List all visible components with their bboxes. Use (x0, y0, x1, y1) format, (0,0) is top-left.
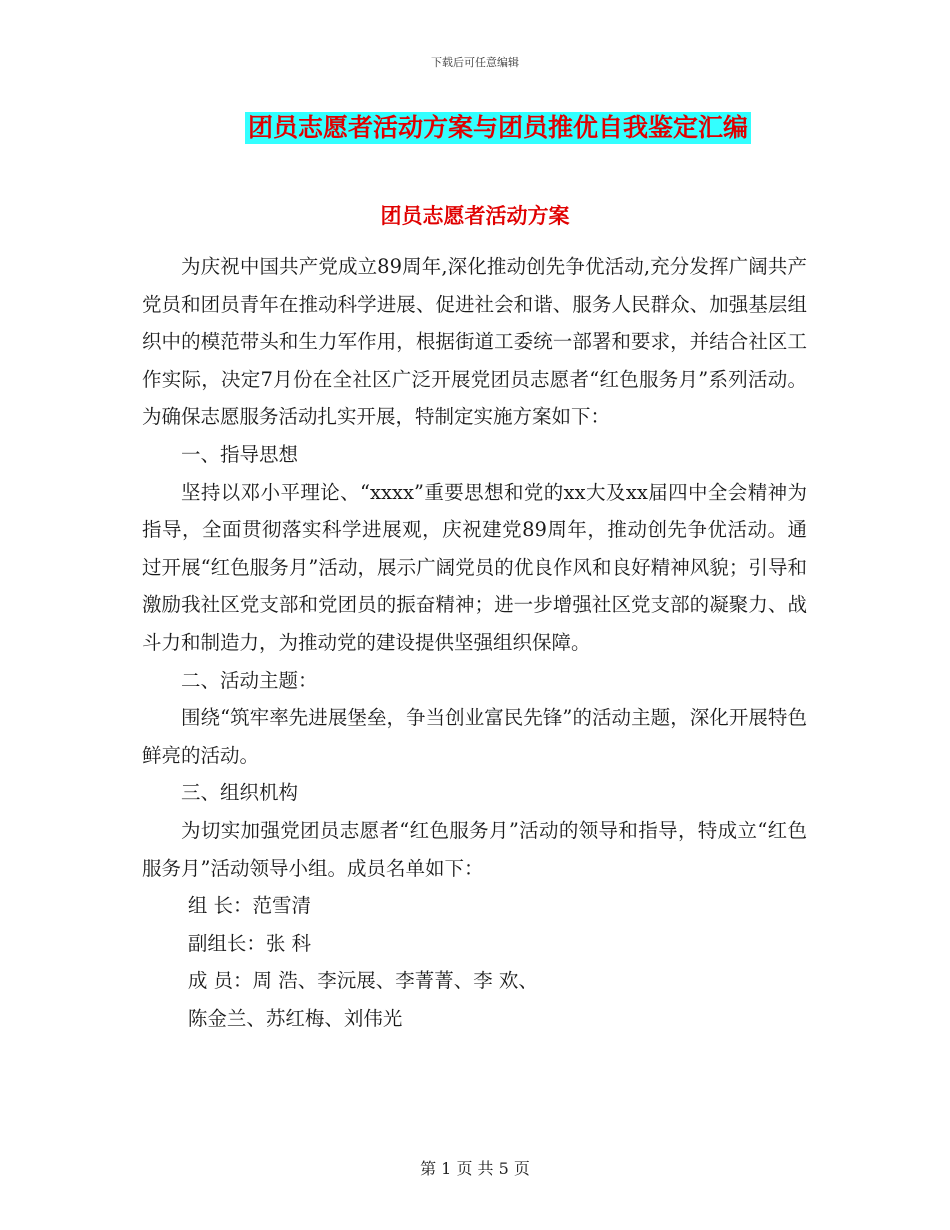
page-footer: 第 1 页 共 5 页 (420, 1159, 530, 1178)
main-title: 团员志愿者活动方案与团员推优自我鉴定汇编 (245, 112, 751, 144)
member-line-deputy: 副组长：张 科 (187, 931, 312, 955)
section-title: 团员志愿者活动方案 (380, 204, 570, 228)
activity-theme-paragraph: 围绕“筑牢率先进展堡垒，争当创业富民先锋”的活动主题，深化开展特色鲜亮的活动。 (142, 706, 807, 767)
member-line-members: 成 员：周 浩、李沅展、李菁菁、李 欢、 (187, 969, 538, 993)
header-note: 下载后可任意编辑 (431, 56, 519, 69)
intro-paragraph: 为庆祝中国共产党成立89周年,深化推动创先争优活动,充分发挥广阔共产党员和团员青年在推动科学进展、促进社会和谐、服务人民群众、加强基层组织中的模范带头和生力军作用，根据街道工委统一部署和要求，并结合社区工作实际，决定7月份在全社区广泛开展党团员志愿者“红色服务月”系列活动。为确保志愿服务活动扎实开展，特制定实施方案如下： (142, 255, 807, 429)
main-title-container (0, 112, 950, 144)
guiding-ideology-paragraph: 坚持以邓小平理论、“xxxx”重要思想和党的xx大及xx届四中全会精神为指导，全面贯彻落实科学进展观，庆祝建党89周年，推动创先争优活动。通过开展“红色服务月”活动，展示广阔党员的优良作风和良好精神风貌；引导和激励我社区党支部和党团员的振奋精神；进一步增强社区党支部的凝聚力、战斗力和制造力，为推动党的建设提供坚强组织保障。 (142, 480, 807, 654)
heading-guiding-ideology: 一、指导思想 (181, 442, 299, 466)
document-body (142, 248, 807, 1037)
heading-organization: 三、组织机构 (181, 781, 299, 805)
heading-activity-theme: 二、活动主题： (181, 668, 318, 692)
member-line-members-cont: 陈金兰、苏红梅、刘伟光 (187, 1006, 403, 1030)
member-line-leader: 组 长：范雪清 (187, 894, 312, 918)
organization-paragraph: 为切实加强党团员志愿者“红色服务月”活动的领导和指导，特成立“红色服务月”活动领导小组。成员名单如下： (142, 818, 807, 880)
